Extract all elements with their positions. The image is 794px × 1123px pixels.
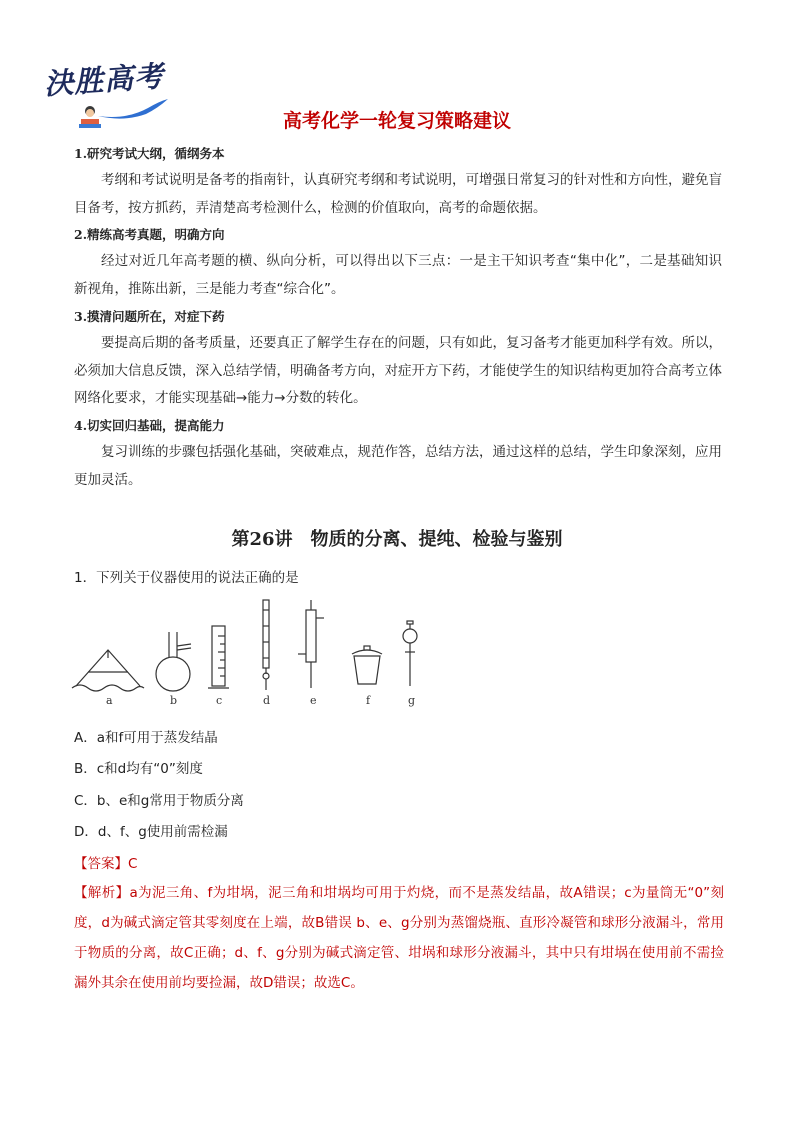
label-f: f bbox=[366, 694, 371, 707]
lecture-title: 第26讲 物质的分离、提纯、检验与鉴别 bbox=[231, 529, 563, 550]
section-4-heading: 4.切实回归基础，提高能力 bbox=[74, 418, 225, 433]
option-d: D．d、f、g使用前需检漏 bbox=[74, 824, 228, 840]
label-g: g bbox=[408, 694, 416, 707]
condenser-icon bbox=[298, 600, 324, 688]
label-e: e bbox=[310, 694, 317, 707]
apparatus-figure bbox=[70, 596, 450, 712]
label-a: a bbox=[106, 694, 113, 707]
explanation: 【解析】a为泥三角、f为坩埚，泥三角和坩埚均可用于灼烧，而不是蒸发结晶，故A错误；c为量筒无“0”刻度，d为碱式滴定管其零刻度在上端，故B错误 b、e、g分别为蒸馏烧瓶、直形冷凝管和球形分液漏斗，常用于物质的分离，故C正确；d、f、g分别为碱式滴定管、坩埚和球形分液漏斗，其中只有坩埚在使用前不需捡漏外其余在使用前均要捡漏，故D错误；故选C。 bbox=[74, 885, 724, 991]
section-1-heading: 1.研究考试大纲，循纲务本 bbox=[74, 146, 225, 161]
section-4-body: 复习训练的步骤包括强化基础，突破难点，规范作答，总结方法，通过这样的总结，学生印象深刻，应用更加灵活。 bbox=[74, 444, 722, 488]
option-b: B．c和d均有“0”刻度 bbox=[74, 761, 203, 777]
section-3-heading: 3.摸清问题所在，对症下药 bbox=[74, 309, 225, 324]
main-title: 高考化学一轮复习策略建议 bbox=[282, 110, 511, 132]
clay-triangle-icon bbox=[72, 650, 144, 691]
answer: 【答案】C bbox=[74, 856, 138, 872]
option-a: A．a和f可用于蒸发结晶 bbox=[74, 730, 218, 746]
section-2-heading: 2.精练高考真题，明确方向 bbox=[74, 227, 225, 242]
section-1-body: 考纲和考试说明是备考的指南针，认真研究考纲和考试说明，可增强日常复习的针对性和方向性，避免盲目备考，按方抓药，弄清楚高考检测什么，检测的价值取向，高考的命题依据。 bbox=[74, 172, 722, 216]
section-3-body: 要提高后期的备考质量，还要真正了解学生存在的问题，只有如此，复习备考才能更加科学有效。所以，必须加大信息反馈，深入总结学情，明确备考方向，对症开方下药，才能使学生的知识结构更加符合高考立体网络化要求，才能实现基础→能力→分数的转化。 bbox=[74, 335, 722, 406]
separatory-funnel-icon bbox=[403, 621, 417, 686]
option-c: C．b、e和g常用于物质分离 bbox=[74, 793, 244, 809]
distilling-flask-icon bbox=[156, 632, 191, 691]
logo-text: 決胜高考 bbox=[43, 58, 166, 102]
burette-icon bbox=[263, 600, 269, 690]
section-2-body: 经过对近几年高考题的横、纵向分析，可以得出以下三点：一是主干知识考查“集中化”，二是基础知识新视角，推陈出新，三是能力考查“综合化”。 bbox=[74, 253, 722, 297]
label-b: b bbox=[170, 694, 178, 707]
crucible-icon bbox=[352, 646, 382, 684]
graduated-cylinder-icon bbox=[208, 626, 229, 688]
label-c: c bbox=[216, 694, 223, 707]
question-stem: 1．下列关于仪器使用的说法正确的是 bbox=[74, 570, 299, 586]
label-d: d bbox=[263, 694, 271, 707]
